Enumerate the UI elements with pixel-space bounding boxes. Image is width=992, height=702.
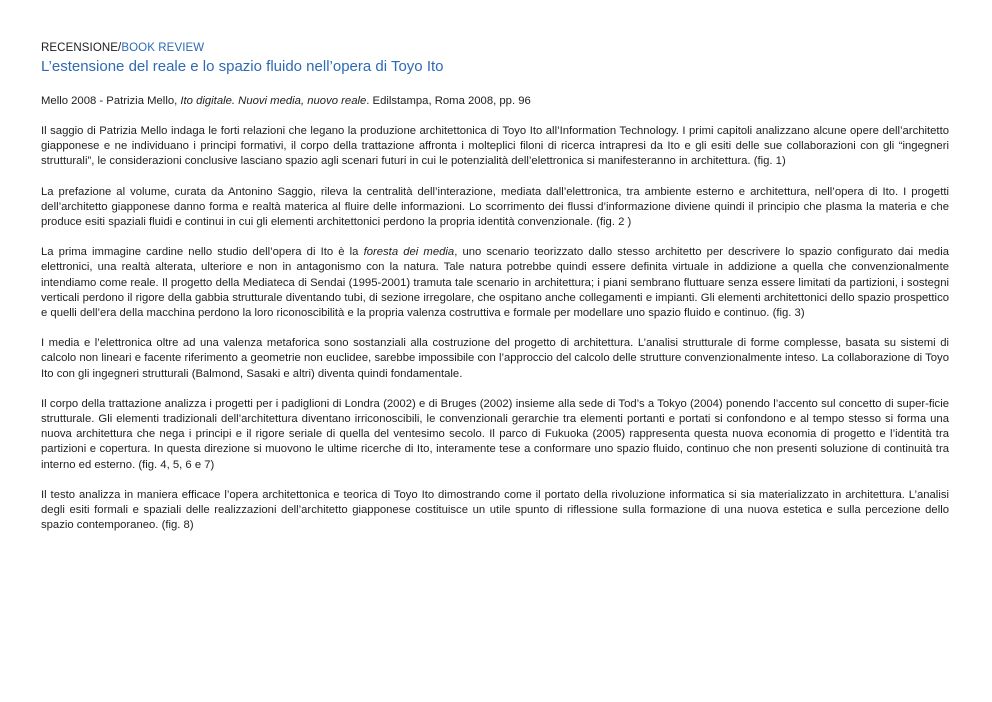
paragraph-2: La prefazione al volume, curata da Antonino Saggio, rileva la centralità dell’interazione, mediata dall’elettronica, tra ambiente esterno e architettura, nell’opera di Ito. I progetti dell’architetto giapponese danno forma e realtà materica al fluire delle informazioni. Lo scorrimento dei flussi d’informazione diviene quindi il principio che plasma la materia e che produce esiti spaziali fluidi e continui in cui gli elementi architettonici perdono la propria identità convenzionale. (fig. 2 ) [41, 185, 949, 229]
section-label-it: RECENSIONE/ [41, 42, 122, 54]
review-page [41, 41, 949, 533]
section-label-en: BOOK REVIEW [121, 42, 205, 54]
paragraph-3-italic: foresta dei media [363, 246, 455, 259]
citation-book-title: Ito digitale. Nuovi media, nuovo reale [180, 95, 367, 107]
paragraph-3-start: La prima immagine cardine nello studio dell’opera di Ito è la [41, 246, 364, 259]
paragraph-3-end: , uno scenario teorizzato dallo stesso architetto per descrivere lo spazio configurato dai media elettronici, una realtà alterata, ulteriore e non in antagonismo con la natura. Tale natura potrebbe quindi essere definita virtuale in addizione a quella che convenzionalmente intendiamo come reale. Il progetto della Mediateca di Sendai (1995-2001) tramuta tale scenario in architettura; i piani sembrano fluttuare senza essere limitati da partizioni, i sostegni verticali perdono il rigore della gabbia strutturale diventando tubi, di sezione irregolare, che ospitano anche collegamenti e impianti. Gli elementi architettonici dello spazio prospettico e quelli dell’era della macchina perdono la loro riconoscibilità e la propria valenza costruttiva e formale per modellare uno spazio fluido e continuo. (fig. 3) [41, 246, 949, 320]
section-kicker [41, 41, 949, 55]
paragraph-4: I media e l’elettronica oltre ad una valenza metaforica sono sostanziali alla costruzione del progetto di architettura. L’analisi strutturale di forme complesse, basata su sistemi di calcolo non lineari e facente riferimento a geometrie non euclidee, sarebbe impossibile con l’approccio del calcolo delle strutture convenzionalmente inteso. La collaborazione di Toyo Ito con gli ingegneri strutturali (Balmond, Sasaki e altri) diventa quindi fondamentale. [41, 337, 949, 380]
page-title: L’estensione del reale e lo spazio fluido nell’opera di Toyo Ito [41, 58, 444, 75]
citation-prefix: Mello 2008 - Patrizia Mello, [41, 95, 181, 107]
paragraph-3 [41, 245, 949, 321]
paragraph-5: Il corpo della trattazione analizza i progetti per i padiglioni di Londra (2002) e di Bruges (2002) insieme alla sede di Tod’s a Tokyo (2004) ponendo l’accento sul concetto di super-ficie strutturale. Gli elementi tradizionali dell’architettura diventano irriconoscibili, le convenzionali gerarchie tra elementi portanti e portati si confondono e al tempo stesso si forma una nuova architettura che nega i principi e il rigore seriale di quella del ventesimo secolo. Il parco di Fukuoka (2005) rappresenta questa nuova economia di progetto e l’identità tra partizioni e copertura. In questa direzione si muovono le ultime ricerche di Ito, interamente tese a conformare uno spazio fluido, continuo che non presenti soluzione di continuità tra interno ed esterno. (fig. 4, 5, 6 e 7) [41, 397, 949, 471]
paragraph-1: Il saggio di Patrizia Mello indaga le forti relazioni che legano la produzione architettonica di Toyo Ito all’Information Technology. I primi capitoli analizzano alcune opere dell’architetto giapponese e ne individuano i principi formativi, il corpo della trattazione affronta i molteplici filoni di ricerca intrapresi da Ito e gli esiti delle sue collaborazioni con gli “ingegneri strutturali”, le considerazioni conclusive lasciano spazio agli scenari futuri in cui le potenzialità dell’elettronica si manifesteranno in architettura. (fig. 1) [41, 125, 949, 168]
paragraph-6: Il testo analizza in maniera efficace l’opera architettonica e teorica di Toyo Ito dimostrando come il portato della rivoluzione informatica si sia materializzato in architettura. L’analisi degli esiti formali e spaziali delle realizzazioni dell’architetto giapponese costituisce un utile spunto di riflessione sulla formazione di una nuova estetica e sulla percezione dello spazio contemporaneo. (fig. 8) [41, 488, 949, 532]
citation-suffix: . Edilstampa, Roma 2008, pp. 96 [366, 95, 531, 107]
book-citation [41, 94, 949, 109]
